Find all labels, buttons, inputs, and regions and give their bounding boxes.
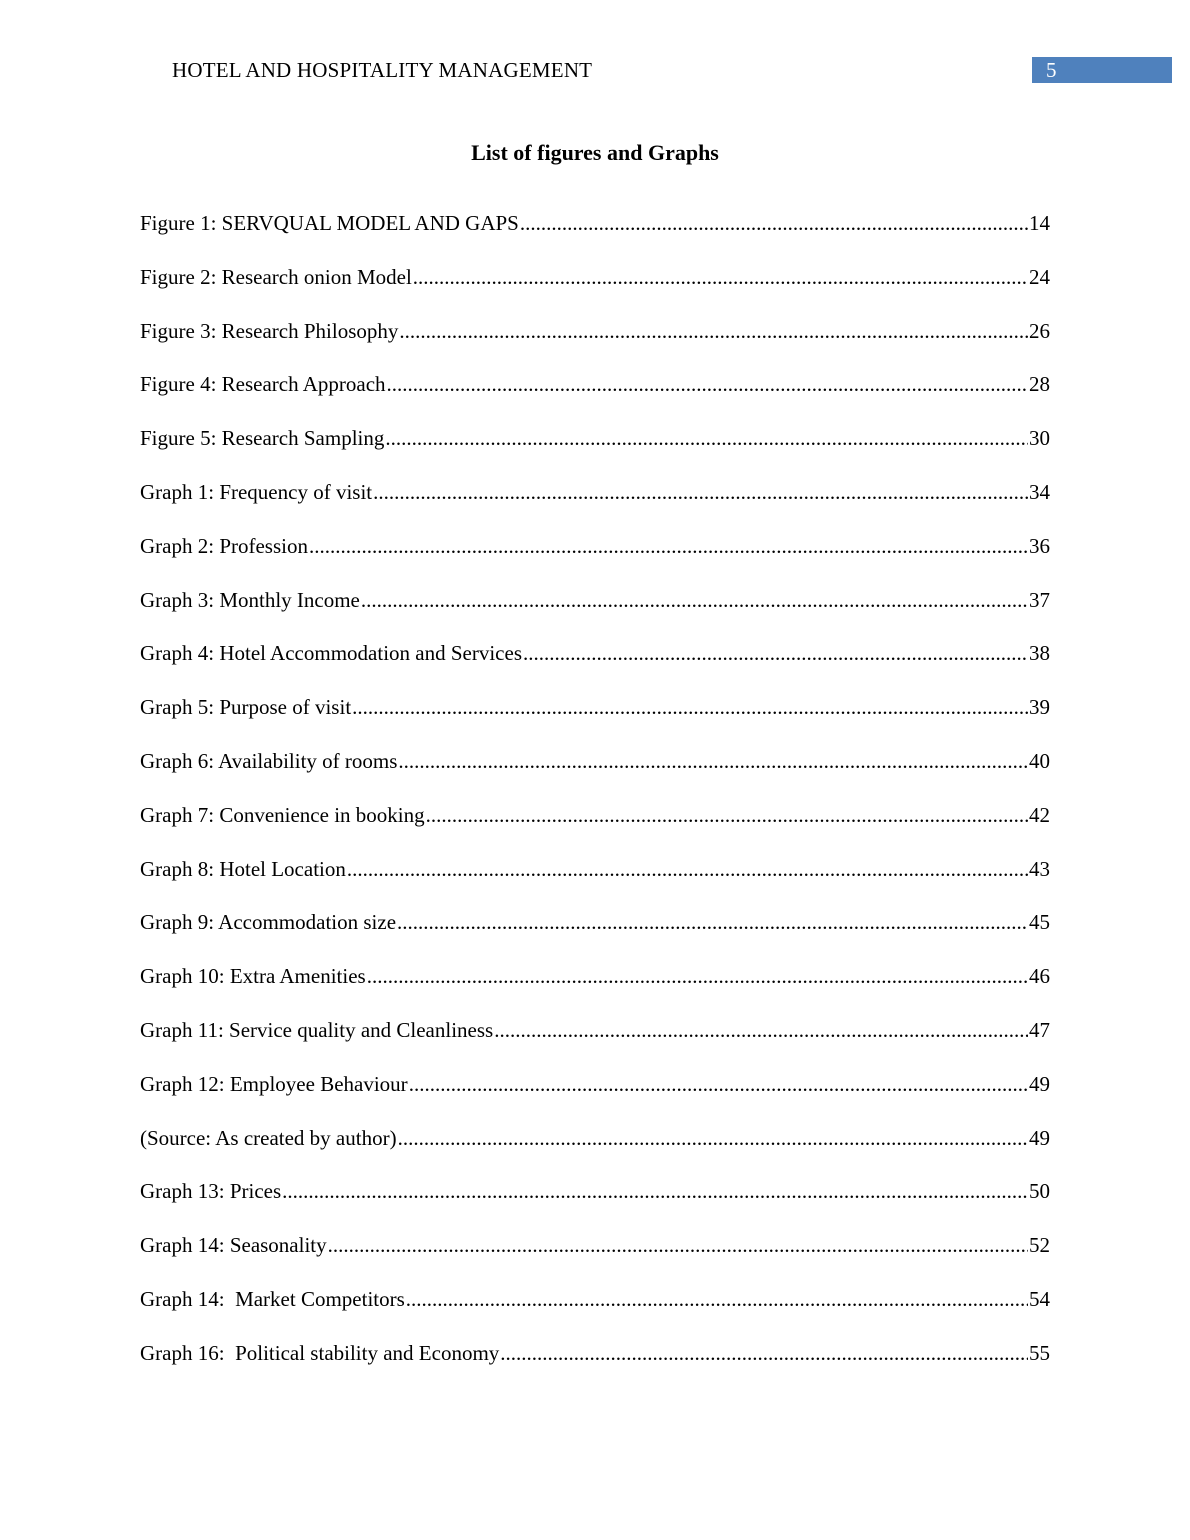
toc-dot-leader <box>367 961 1028 991</box>
toc-entry-page: 36 <box>1029 533 1050 558</box>
toc-entry-page: 28 <box>1029 372 1050 397</box>
toc-entry-label: Figure 4: Research Approach <box>140 372 386 397</box>
toc-dot-leader <box>309 531 1028 561</box>
toc-entry[interactable] <box>140 1284 1050 1338</box>
toc-entry-label: Graph 9: Accommodation size <box>140 910 397 935</box>
toc-entry-page: 50 <box>1029 1179 1050 1204</box>
toc-dot-leader <box>398 1123 1028 1153</box>
toc-entry-label: Graph 10: Extra Amenities <box>140 964 366 989</box>
toc-dot-leader <box>352 692 1028 722</box>
toc-dot-leader <box>361 585 1028 615</box>
toc-entry[interactable] <box>140 961 1050 1015</box>
toc-entry[interactable] <box>140 907 1050 961</box>
toc-entry[interactable] <box>140 369 1050 423</box>
toc-entry-page: 38 <box>1029 641 1050 666</box>
toc-entry-label: Graph 1: Frequency of visit <box>140 479 373 504</box>
toc-dot-leader <box>347 854 1028 884</box>
toc-entry-page: 14 <box>1029 211 1050 235</box>
toc-dot-leader <box>398 746 1028 776</box>
toc-entry-page: 37 <box>1029 587 1050 612</box>
toc-dot-leader <box>523 638 1028 668</box>
toc-entry[interactable] <box>140 1176 1050 1230</box>
toc-entry-page: 24 <box>1029 264 1050 289</box>
toc-entry[interactable] <box>140 477 1050 531</box>
toc-dot-leader <box>426 800 1028 830</box>
toc-entry-page: 45 <box>1029 910 1050 935</box>
toc-entry-page: 54 <box>1029 1286 1050 1311</box>
toc-entry[interactable] <box>140 854 1050 908</box>
page-number: 5 <box>1032 57 1172 83</box>
toc-entry[interactable] <box>140 1015 1050 1069</box>
toc-entry[interactable] <box>140 262 1050 316</box>
toc-entry[interactable] <box>140 1069 1050 1123</box>
toc-entry-page: 43 <box>1029 856 1050 881</box>
toc-entry-page: 46 <box>1029 964 1050 989</box>
toc-dot-leader <box>500 1338 1028 1368</box>
toc-entry[interactable] <box>140 208 1050 262</box>
running-head: HOTEL AND HOSPITALITY MANAGEMENT <box>172 58 593 82</box>
toc-entry-page: 34 <box>1029 479 1050 504</box>
toc-entry-label: Graph 6: Availability of rooms <box>140 748 398 773</box>
toc-entry-page: 30 <box>1029 426 1050 451</box>
toc-entry[interactable] <box>140 531 1050 585</box>
toc-dot-leader <box>373 477 1028 507</box>
toc-entry-label: Graph 14: Market Competitors <box>140 1286 405 1311</box>
toc-dot-leader <box>520 208 1028 238</box>
toc-dot-leader <box>385 423 1028 453</box>
toc-entry[interactable] <box>140 316 1050 370</box>
toc-entry-label: Figure 3: Research Philosophy <box>140 318 399 343</box>
toc-entry-page: 40 <box>1029 748 1050 773</box>
toc-entry-page: 39 <box>1029 695 1050 720</box>
toc-entry-label: Graph 4: Hotel Accommodation and Services <box>140 641 522 666</box>
toc-entry-label: Graph 14: Seasonality <box>140 1233 327 1258</box>
toc-entry[interactable] <box>140 1338 1050 1392</box>
toc-entry-page: 26 <box>1029 318 1050 343</box>
toc-dot-leader <box>282 1176 1028 1206</box>
toc-entry-label: Graph 11: Service quality and Cleanliness <box>140 1017 494 1042</box>
toc-entry-label: Graph 16: Political stability and Economy <box>140 1340 500 1365</box>
toc-entry[interactable] <box>140 692 1050 746</box>
toc-entry[interactable] <box>140 800 1050 854</box>
toc-entry-page: 49 <box>1029 1125 1050 1150</box>
page-title: List of figures and Graphs <box>471 140 719 165</box>
toc-entry-label: Graph 7: Convenience in booking <box>140 802 425 827</box>
toc-entry[interactable] <box>140 1123 1050 1177</box>
toc-entry[interactable] <box>140 585 1050 639</box>
toc-list <box>140 208 1050 1392</box>
toc-entry-label: Graph 13: Prices <box>140 1179 282 1204</box>
toc-dot-leader <box>328 1230 1028 1260</box>
toc-entry-label: Graph 8: Hotel Location <box>140 856 346 881</box>
toc-entry-label: Graph 5: Purpose of visit <box>140 695 352 720</box>
toc-entry-label: Graph 2: Profession <box>140 533 308 558</box>
toc-dot-leader <box>397 907 1028 937</box>
toc-entry[interactable] <box>140 1230 1050 1284</box>
toc-entry-label: Figure 2: Research onion Model <box>140 264 412 289</box>
toc-dot-leader <box>387 369 1028 399</box>
toc-dot-leader <box>409 1069 1028 1099</box>
toc-dot-leader <box>494 1015 1028 1045</box>
toc-entry[interactable] <box>140 423 1050 477</box>
toc-entry[interactable] <box>140 638 1050 692</box>
toc-dot-leader <box>413 262 1028 292</box>
toc-entry-label: (Source: As created by author) <box>140 1125 397 1150</box>
toc-entry[interactable] <box>140 746 1050 800</box>
toc-dot-leader <box>399 316 1028 346</box>
toc-entry-page: 49 <box>1029 1071 1050 1096</box>
toc-entry-page: 52 <box>1029 1233 1050 1258</box>
toc-entry-page: 42 <box>1029 802 1050 827</box>
toc-entry-label: Graph 12: Employee Behaviour <box>140 1071 408 1096</box>
toc-entry-page: 47 <box>1029 1017 1050 1042</box>
toc-entry-label: Graph 3: Monthly Income <box>140 587 360 612</box>
toc-entry-page: 55 <box>1029 1340 1050 1365</box>
toc-dot-leader <box>406 1284 1028 1314</box>
toc-entry-label: Figure 1: SERVQUAL MODEL AND GAPS <box>140 211 519 235</box>
toc-entry-label: Figure 5: Research Sampling <box>140 426 385 451</box>
